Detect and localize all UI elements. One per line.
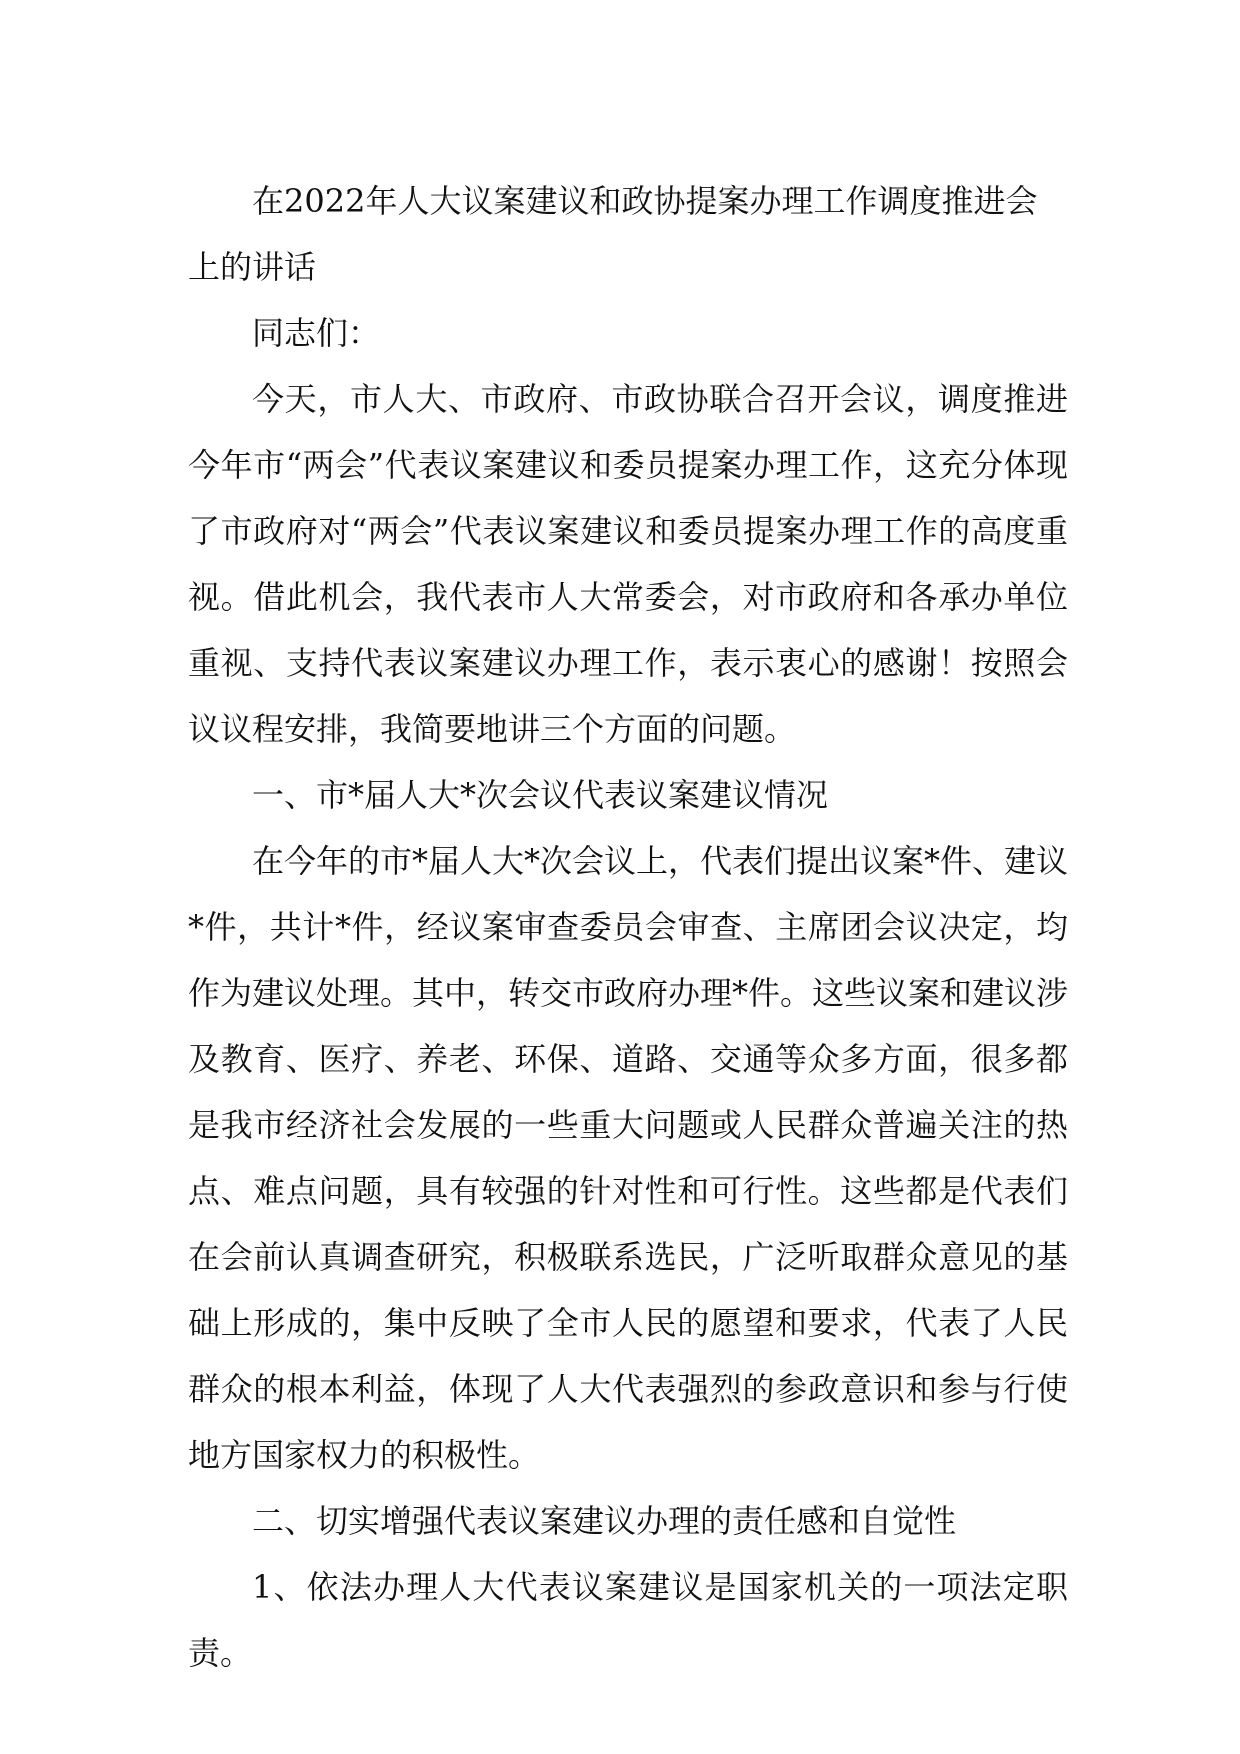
section-1-heading: 一、市*届人大*次会议代表议案建议情况 (252, 776, 829, 814)
document-body (188, 168, 1068, 1686)
section-1-paragraph: 在今年的市*届人大*次会议上，代表们提出议案*件、建议*件，共计*件，经议案审查委员会审查、主席团会议决定，均作为建议处理。其中，转交市政府办理*件。这些议案和建议涉及教育、医疗、养老、环保、道路、交通等众多方面，很多都是我市经济社会发展的一些重大问题或人民群众普遍关注的热点、难点问题，具有较强的针对性和可行性。这些都是代表们在会前认真调查研究，积极联系选民，广泛听取群众意见的基础上形成的，集中反映了全市人民的愿望和要求，代表了人民群众的根本利益，体现了人大代表强烈的参政意识和参与行使地方国家权力的积极性。 (188, 842, 1069, 1474)
salutation: 同志们： (252, 314, 381, 352)
document-title: 在2022年人大议案建议和政协提案办理工作调度推进会上的讲话 (188, 182, 1038, 286)
section-2-item-1: 1、依法办理人大代表议案建议是国家机关的一项法定职责。 (188, 1568, 1068, 1672)
section-2-heading: 二、切实增强代表议案建议办理的责任感和自觉性 (252, 1502, 957, 1540)
intro-paragraph: 今天，市人大、市政府、市政协联合召开会议，调度推进今年市“两会”代表议案建议和委员提案办理工作，这充分体现了市政府对“两会”代表议案建议和委员提案办理工作的高度重视。借此机会，我代表市人大常委会，对市政府和各承办单位重视、支持代表议案建议办理工作，表示衷心的感谢！按照会议议程安排，我简要地讲三个方面的问题。 (188, 380, 1068, 748)
